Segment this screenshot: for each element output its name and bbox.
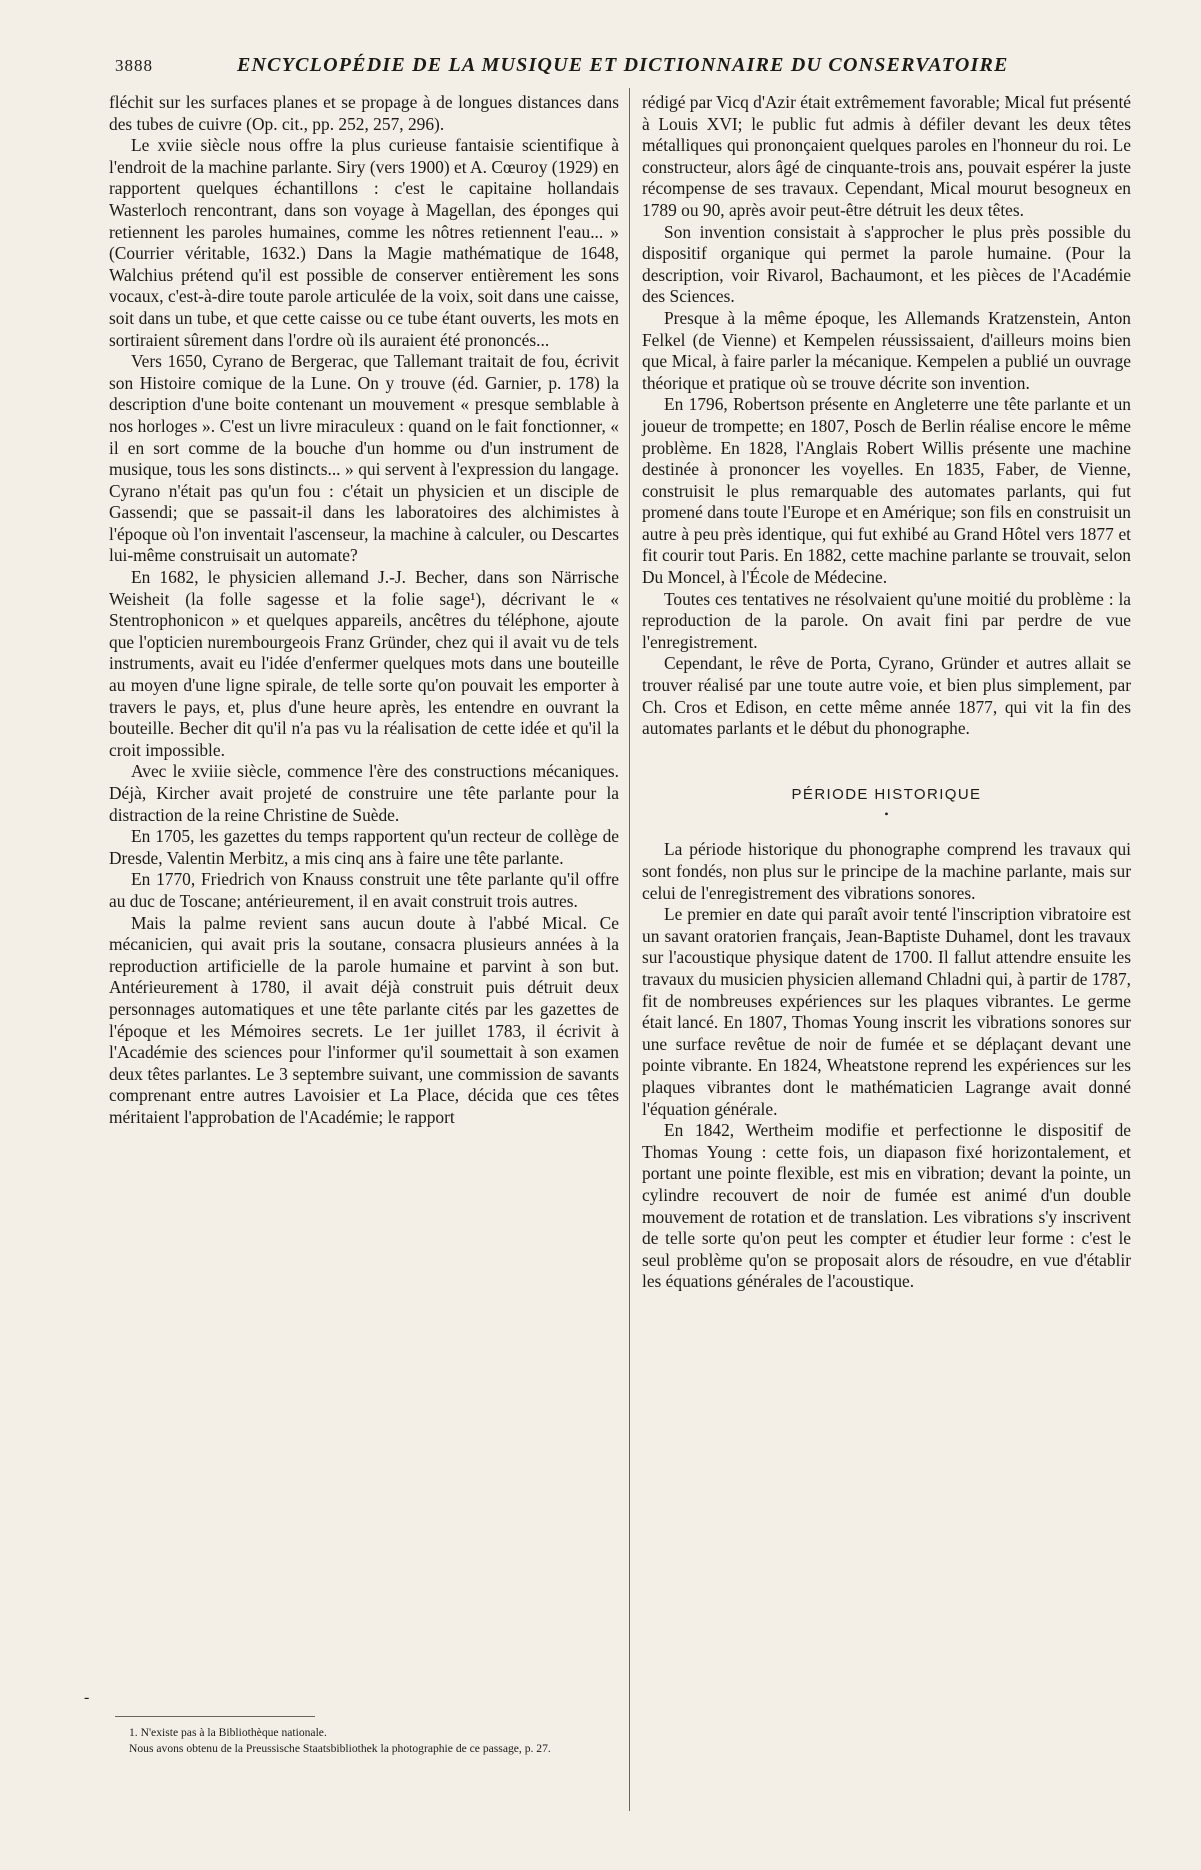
section-ornament: • — [884, 807, 889, 822]
paragraph: Son invention consistait à s'approcher le plus près possible du dispositif organique qui permet la parole humaine. (Pour la description, voir Rivarol, Bachaumont, et les pièces de l'Académie des Sciences. — [642, 221, 1131, 307]
paragraph: Le premier en date qui paraît avoir tenté l'inscription vibratoire est un savant oratorien français, Jean-Baptiste Duhamel, dont les travaux sur l'acoustique physique datent de 1700. Il fallut attendre ensuite les travaux du musicien physicien allemand Chladni qui, à partir de 1787, fit de nombreuses expériences sur les plaques vibrantes. Le germe était lancé. En 1807, Thomas Young inscrit les vibrations sonores sur une surface revêtue de noir de fumée et se déplaçant devant une pointe vibrante. En 1824, Wheatstone reprend les expériences sur les plaques vibrantes dont le mathématicien Lagrange avait donné l'équation générale. — [642, 904, 1131, 1119]
right-column — [642, 92, 1131, 1293]
paragraph: Cependant, le rêve de Porta, Cyrano, Gründer et autres allait se trouver réalisé par une toute autre voie, et bien plus simplement, par Ch. Cros et Edison, en cette même année 1877, qui vit la fin des automates parlants et le début du phonographe. — [642, 653, 1131, 739]
page-number: 3888 — [115, 56, 153, 75]
footnote: 1. N'existe pas à la Bibliothèque nationale. — [129, 1726, 327, 1739]
paragraph: En 1842, Wertheim modifie et perfectionne le dispositif de Thomas Young : cette fois, un diapason fixé horizontalement, et portant une pointe flexible, est mis en vibration; devant la pointe, un cylindre recouvert de noir de fumée est animé d'un double mouvement de rotation et de translation. Les vibrations s'y inscrivent de telle sorte qu'on peut les compter et étudier leur forme : c'est le seul problème qu'on se proposait alors de résoudre, en vue d'établir les équations générales de l'acoustique. — [642, 1120, 1131, 1292]
paragraph: La période historique du phonographe comprend les travaux qui sont fondés, non plus sur le principe de la machine parlante, mais sur celui de l'enregistrement des vibrations sonores. — [642, 839, 1131, 903]
running-title: ENCYCLOPÉDIE DE LA MUSIQUE ET DICTIONNAIRE DU CONSERVATOIRE — [237, 54, 1009, 76]
paragraph: En 1682, le physicien allemand J.-J. Becher, dans son Närrische Weisheit (la folle sagesse et la folie sage¹), décrivant le « Stentrophonicon » et quelques appareils, ancêtres du téléphone, ajoute que l'opticien nurembourgeois Franz Gründer, chez qui il avait vu de tels instruments, avait eu l'idée d'enfermer quelques mots dans une bouteille au moyen d'une ligne spirale, de telle sorte qu'on pouvait les emporter à travers le pays, et, plus d'une heure après, les entendre en ouvrant la bouteille. Becher dit qu'il n'a pas vu la réalisation de cette idée et qu'il la croit impossible. — [109, 567, 619, 760]
paragraph: En 1770, Friedrich von Knauss construit une tête parlante qu'il offre au duc de Toscane; antérieurement, il en avait construit trois autres. — [109, 869, 619, 911]
paragraph: Le xviie siècle nous offre la plus curieuse fantaisie scientifique à l'endroit de la machine parlante. Siry (vers 1900) et A. Cœuroy (1929) en rapportent quelques échantillons : c'est le capitaine hollandais Wasterloch rencontrant, dans son voyage à Magellan, des éponges qui retiennent les paroles humaines, comme les nôtres retiennent l'eau... » (Courrier véritable, 1632.) Dans la Magie mathématique de 1648, Walchius prétend qu'il est possible de conserver entièrement les sons vocaux, c'est-à-dire toute parole articulée de la voix, soit dans une caisse, soit dans un tube, et que cette caisse ou ce tube étant ouverts, les mots en sortiraient sûrement dans l'ordre où ils auraient été prononcés... — [109, 135, 619, 350]
paragraph: Vers 1650, Cyrano de Bergerac, que Tallemant traitait de fou, écrivit son Histoire comique de la Lune. On y trouve (éd. Garnier, p. 178) la description d'une boite contenant un mouvement « presque semblable à nos horloges ». C'est un livre miraculeux : quand on le fait fonctionner, « il en sort comme de la bouche d'un homme ou d'un instrument de musique, tous les sons distincts... » qui servent à l'expression du langage. Cyrano n'était pas qu'un fou : c'était un physicien et un disciple de Gassendi; que se passait-il dans les laboratoires des alchimistes à l'époque où l'on inventait l'ascenseur, la machine à calculer, ou Descartes lui-même construisait un automate? — [109, 351, 619, 566]
paragraph: rédigé par Vicq d'Azir était extrêmement favorable; Mical fut présenté à Louis XVI; le public fut admis à défiler devant les deux têtes métalliques qui prononçaient quelques paroles en l'honneur du roi. Le constructeur, alors âgé de cinquante-trois ans, pouvait espérer la juste récompense de ses travaux. Cependant, Mical mourut besogneux en 1789 ou 90, après avoir peut-être détruit les deux têtes. — [642, 92, 1131, 220]
running-header — [115, 56, 1035, 82]
paragraph: Avec le xviiie siècle, commence l'ère des constructions mécaniques. Déjà, Kircher avait projeté de construire une tête parlante pour la distraction de la reine Christine de Suède. — [109, 761, 619, 825]
paragraph: En 1796, Robertson présente en Angleterre une tête parlante et un joueur de trompette; en 1807, Posch de Berlin réalise encore le même problème. En 1828, l'Anglais Robert Willis présente une machine destinée à prononcer les voyelles. En 1835, Faber, de Vienne, construisit le plus remarquable des automates parlants, qui fut promené dans toute l'Europe et en Amérique; son fils en construisit un autre à peu près identique, qui fut exhibé au Grand Hôtel vers 1877 et fit courir tout Paris. En 1882, cette machine parlante se trouvait, selon Du Moncel, à l'École de Médecine. — [642, 394, 1131, 588]
paragraph: Mais la palme revient sans aucun doute à l'abbé Mical. Ce mécanicien, qui avait pris la soutane, consacra plusieurs années à la reproduction artificielle de la parole humaine et parvint à son but. Antérieurement à 1780, il avait déjà construit puis détruit deux personnages automatiques et une tête parlante cités par les gazettes de l'époque et les Mémoires secrets. Le 1er juillet 1783, il écrivit à l'Académie des sciences pour l'informer qu'il soumettait à son examen deux têtes parlantes. Le 3 septembre suivant, une commission de savants comprenant entre autres Lavoisier et La Place, décida que ces têtes méritaient l'approbation de l'Académie; le rapport — [109, 912, 619, 1127]
paragraph: En 1705, les gazettes du temps rapportent qu'un recteur de collège de Dresde, Valentin Merbitz, a mis cinq ans à faire une tête parlante. — [109, 826, 619, 868]
footnote-rule — [115, 1716, 315, 1717]
footnotes — [115, 1716, 615, 1757]
column-divider — [629, 88, 630, 1811]
footnote: Nous avons obtenu de la Preussische Staatsbibliothek la photographie de ce passage, p. 27. — [129, 1742, 551, 1755]
margin-mark: - — [84, 1689, 90, 1706]
section-heading: PÉRIODE HISTORIQUE — [791, 785, 982, 803]
left-column — [109, 92, 619, 1129]
paragraph: Presque à la même époque, les Allemands Kratzenstein, Anton Felkel (de Vienne) et Kempelen réussissaient, d'ailleurs moins bien que Mical, à faire parler la mécanique. Kempelen a publié un ouvrage théorique et pratique où se trouve décrite son invention. — [642, 307, 1131, 393]
paragraph: fléchit sur les surfaces planes et se propage à de longues distances dans des tubes de cuivre (Op. cit., pp. 252, 257, 296). — [109, 92, 619, 134]
paragraph: Toutes ces tentatives ne résolvaient qu'une moitié du problème : la reproduction de la parole. On avait fini par perdre de vue l'enregistrement. — [642, 588, 1131, 652]
